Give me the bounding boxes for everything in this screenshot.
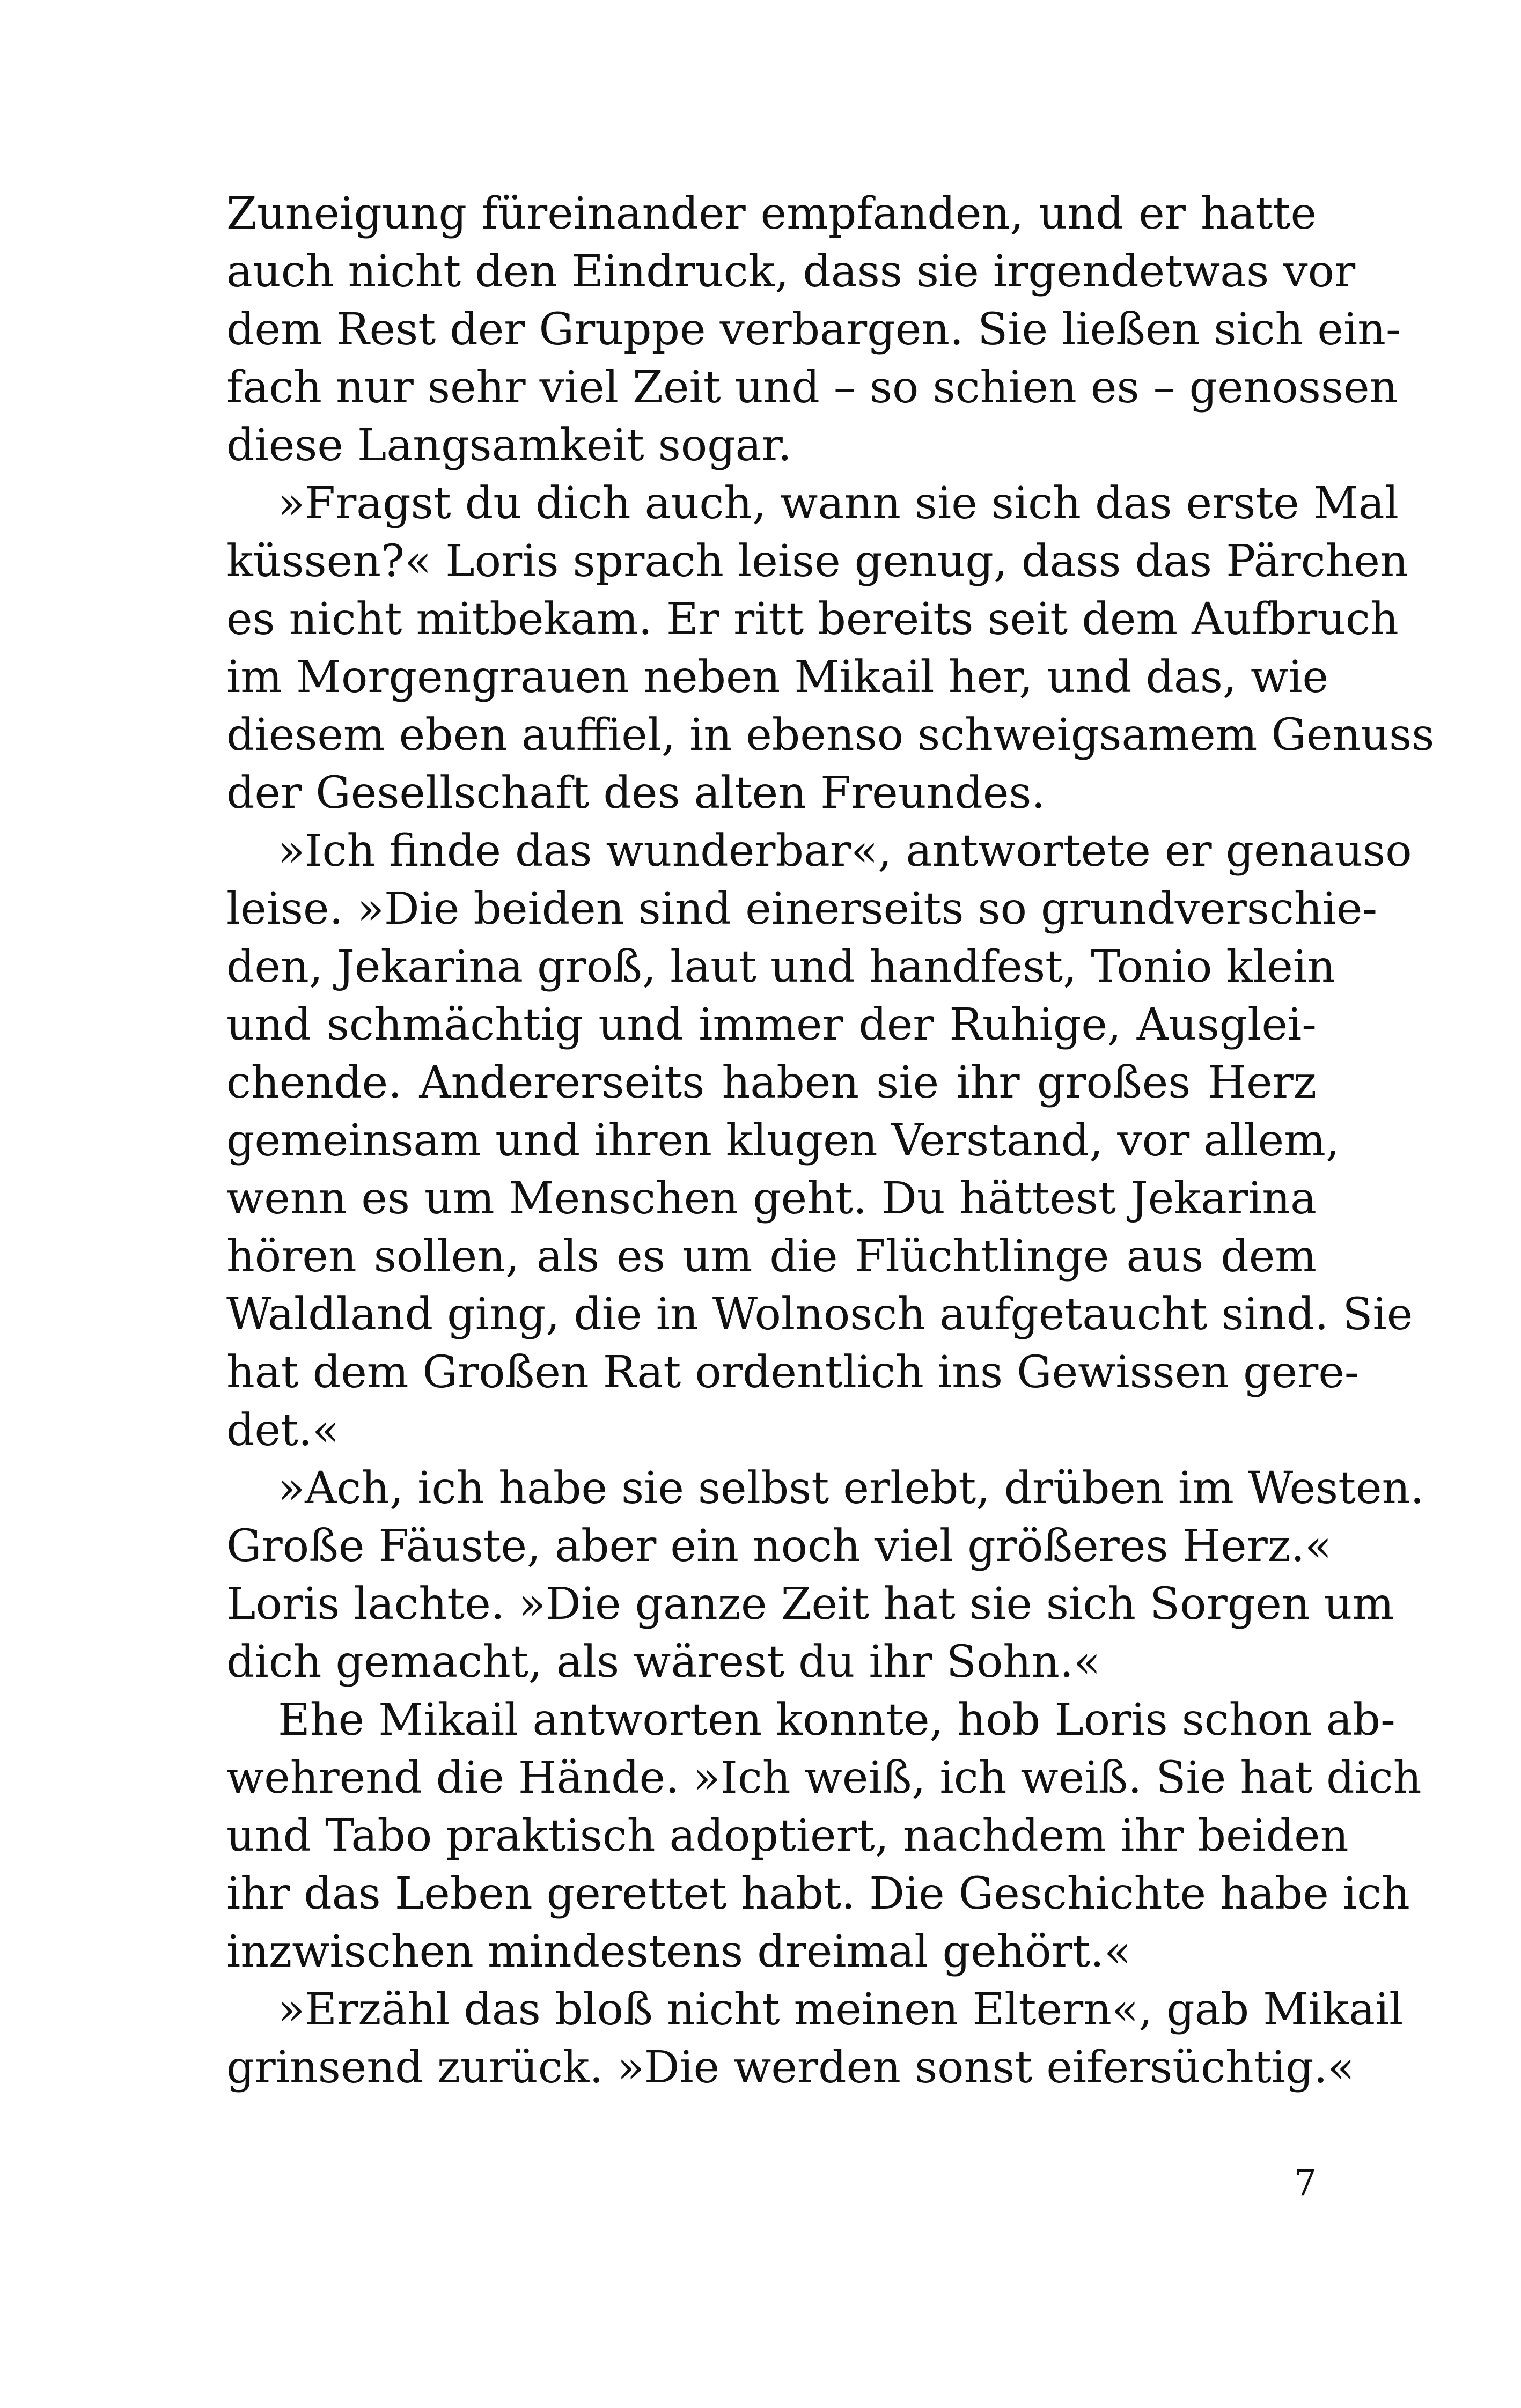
text-line: diesem eben auffiel, in ebenso schweigsamem Genuss bbox=[226, 710, 1435, 761]
text-line: ihr das Leben gerettet habt. Die Geschichte habe ich bbox=[226, 1868, 1410, 1919]
text-line: hören sollen, als es um die Flüchtlinge aus dem bbox=[226, 1231, 1317, 1282]
text-line: auch nicht den Eindruck, dass sie irgendetwas vor bbox=[226, 246, 1356, 297]
text-line: im Morgengrauen neben Mikail her, und das, wie bbox=[226, 652, 1329, 703]
text-line: gemeinsam und ihren klugen Verstand, vor allem, bbox=[226, 1115, 1340, 1166]
text-line: »Ich finde das wunderbar«, antwortete er genauso bbox=[278, 826, 1412, 877]
text-line: Große Fäuste, aber ein noch viel größeres Herz.« bbox=[226, 1521, 1332, 1572]
text-line: Zuneigung füreinander empfanden, und er hatte bbox=[226, 188, 1317, 239]
text-line: und Tabo praktisch adoptiert, nachdem ihr beiden bbox=[226, 1810, 1349, 1861]
text-line: »Erzähl das bloß nicht meinen Eltern«, gab Mikail bbox=[278, 1984, 1404, 2035]
text-line: wenn es um Menschen geht. Du hättest Jekarina bbox=[226, 1173, 1317, 1224]
text-line: Loris lachte. »Die ganze Zeit hat sie sich Sorgen um bbox=[226, 1579, 1394, 1630]
page-number: 7 bbox=[1294, 2162, 1317, 2204]
text-line: diese Langsamkeit sogar. bbox=[226, 420, 792, 471]
text-line: küssen?« Loris sprach leise genug, dass das Pärchen bbox=[226, 536, 1408, 587]
text-line: »Ach, ich habe sie selbst erlebt, drüben im Westen. bbox=[278, 1463, 1424, 1514]
text-line: es nicht mitbekam. Er ritt bereits seit dem Aufbruch bbox=[226, 594, 1399, 645]
text-line: inzwischen mindestens dreimal gehört.« bbox=[226, 1926, 1131, 1977]
text-line: Waldland ging, die in Wolnosch aufgetaucht sind. Sie bbox=[226, 1289, 1413, 1340]
text-line: wehrend die Hände. »Ich weiß, ich weiß. Sie hat dich bbox=[226, 1752, 1422, 1803]
text-line: dich gemacht, als wärest du ihr Sohn.« bbox=[226, 1637, 1101, 1688]
text-line: dem Rest der Gruppe verbargen. Sie ließen sich ein- bbox=[226, 304, 1401, 355]
text-line: chende. Andererseits haben sie ihr großes Herz bbox=[226, 1057, 1317, 1108]
text-line: hat dem Großen Rat ordentlich ins Gewissen gere- bbox=[226, 1347, 1360, 1398]
text-line: und schmächtig und immer der Ruhige, Ausglei- bbox=[226, 999, 1317, 1050]
text-line: Ehe Mikail antworten konnte, hob Loris schon ab- bbox=[278, 1695, 1395, 1746]
text-line: »Fragst du dich auch, wann sie sich das erste Mal bbox=[278, 478, 1399, 529]
text-line: fach nur sehr viel Zeit und – so schien es – genossen bbox=[226, 362, 1398, 413]
text-line: leise. »Die beiden sind einerseits so grundverschie- bbox=[226, 883, 1378, 934]
text-line: grinsend zurück. »Die werden sonst eifersüchtig.« bbox=[226, 2042, 1355, 2093]
text-line: det.« bbox=[226, 1405, 340, 1456]
body-text bbox=[226, 185, 1435, 2097]
text-line: den, Jekarina groß, laut und handfest, Tonio klein bbox=[226, 941, 1335, 992]
text-line: der Gesellschaft des alten Freundes. bbox=[226, 768, 1046, 819]
